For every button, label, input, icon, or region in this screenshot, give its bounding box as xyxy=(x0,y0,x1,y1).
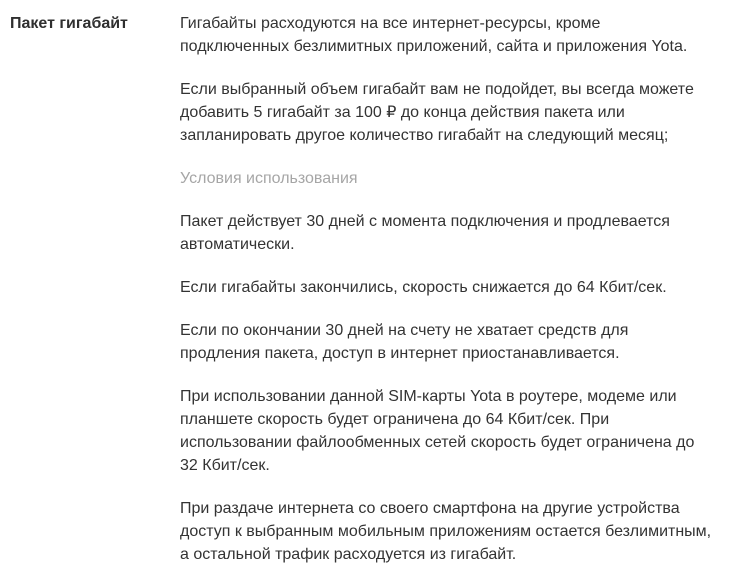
subheading-usage-terms: Условия использования xyxy=(180,170,358,187)
paragraph-tethering: При раздаче интернета со своего смартфона на другие устройства доступ к выбранным мобильным приложениям остается безлимитным, а остальной трафик расходуется из гигабайт. xyxy=(180,500,712,563)
paragraph-package-duration: Пакет действует 30 дней с момента подключения и продлевается автоматически. xyxy=(180,213,670,253)
paragraph-add-gigabytes: Если выбранный объем гигабайт вам не подойдет, вы всегда можете добавить 5 гигабайт за 100 ₽ до конца действия пакета или запланировать другое количество гигабайт на следующий месяц; xyxy=(180,81,694,144)
paragraph-speed-after-limit: Если гигабайты закончились, скорость снижается до 64 Кбит/сек. xyxy=(180,279,667,296)
package-description-column xyxy=(180,12,712,566)
paragraph-gigabytes-usage: Гигабайты расходуются на все интернет-ресурсы, кроме подключенных безлимитных приложений, сайта и приложения Yota. xyxy=(180,15,688,55)
paragraph-insufficient-funds: Если по окончании 30 дней на счету не хватает средств для продления пакета, доступ в интернет приостанавливается. xyxy=(180,322,629,362)
package-title-column xyxy=(10,12,180,35)
paragraph-sim-in-router: При использовании данной SIM-карты Yota в роутере, модеме или планшете скорость будет ограничена до 64 Кбит/сек. При использовании файлообменных сетей скорость будет ограничена до 32 Кбит/сек. xyxy=(180,388,695,474)
package-title: Пакет гигабайт xyxy=(10,15,128,32)
